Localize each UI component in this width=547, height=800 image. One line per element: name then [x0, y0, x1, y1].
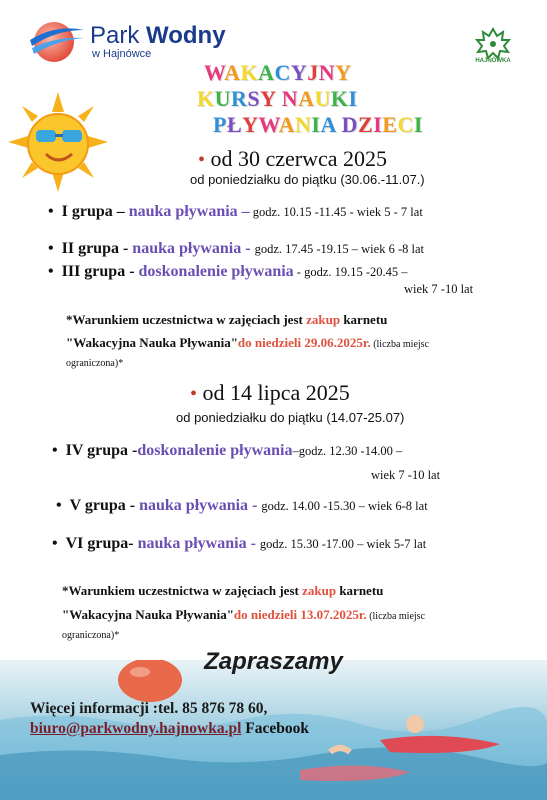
group-row: • VI grupa- nauka pływania - godz. 15.30 -17.00 – wiek 5-7 lat — [52, 535, 427, 552]
park-wodny-logo-icon — [26, 10, 86, 68]
section2-date: • od 14 lipca 2025 — [190, 380, 350, 405]
group-row: • II grupa - nauka pływania - godz. 17.45 -19.15 – wiek 6 -8 lat — [48, 240, 424, 257]
email-link[interactable]: biuro@parkwodny.hajnowka.pl — [30, 720, 242, 737]
title-line-1: WAKACYJNY — [204, 60, 352, 85]
bullet-icon: • — [56, 497, 62, 514]
contact-line — [30, 720, 309, 738]
group-age-continuation: wiek 7 -10 lat — [404, 282, 474, 296]
group-row: • IV grupa -doskonalenie pływania–godz. 12.30 -14.00 – — [52, 442, 403, 459]
bullet-icon: • — [48, 240, 54, 257]
section1-note-line-1: *Warunkiem uczestnictwa w zajęciach jest zakup karnetu — [66, 312, 388, 327]
title-line-3: PŁYWANIA DZIECI — [213, 112, 423, 137]
bullet-icon: • — [52, 442, 58, 459]
group-row: • I grupa – nauka pływania – godz. 10.15 -11.45 - wiek 5 - 7 lat — [48, 203, 423, 220]
emblem-label: HAJNÓWKA — [475, 58, 511, 64]
section1-note-line-2: "Wakacyjna Nauka Pływania"do niedzieli 29.06.2025r. (liczba miejsc — [66, 335, 430, 350]
bullet-icon: • — [52, 535, 58, 552]
group-row: • V grupa - nauka pływania - godz. 14.00 -15.30 – wiek 6-8 lat — [56, 497, 428, 514]
sun-with-sunglasses-icon — [8, 92, 108, 192]
section2-note-line-1: *Warunkiem uczestnictwa w zajęciach jest zakup karnetu — [62, 583, 384, 598]
section1-date: • od 30 czerwca 2025 — [198, 146, 388, 171]
hajnowka-emblem-icon — [474, 26, 512, 60]
contact-phone: Więcej informacji :tel. 85 876 78 60, — [30, 700, 268, 717]
bullet-icon: • — [48, 203, 54, 220]
bullet-icon: • — [48, 263, 54, 280]
logo-subtitle: w Hajnówce — [92, 48, 152, 60]
section2-note-line-2: "Wakacyjna Nauka Pływania"do niedzieli 13.07.2025r. (liczba miejsc — [62, 607, 426, 622]
group-row: • III grupa - doskonalenie pływania - godz. 19.15 -20.45 – — [48, 263, 408, 280]
facebook-label: Facebook — [241, 720, 310, 737]
section1-note-line-3: ograniczona)* — [66, 358, 124, 369]
group-age-continuation: wiek 7 -10 lat — [371, 468, 441, 482]
title-line-2: KURSY NAUKI — [197, 86, 358, 111]
invite-heading: Zapraszamy — [204, 648, 343, 675]
section2-days: od poniedziałku do piątku (14.07-25.07) — [176, 410, 405, 425]
bullet-icon: • — [190, 383, 198, 405]
section2-note-line-3: ograniczona)* — [62, 630, 120, 641]
section1-days: od poniedziałku do piątku (30.06.-11.07.) — [190, 172, 425, 187]
logo-name: Park Wodny — [90, 22, 226, 49]
bullet-icon: • — [198, 149, 206, 171]
